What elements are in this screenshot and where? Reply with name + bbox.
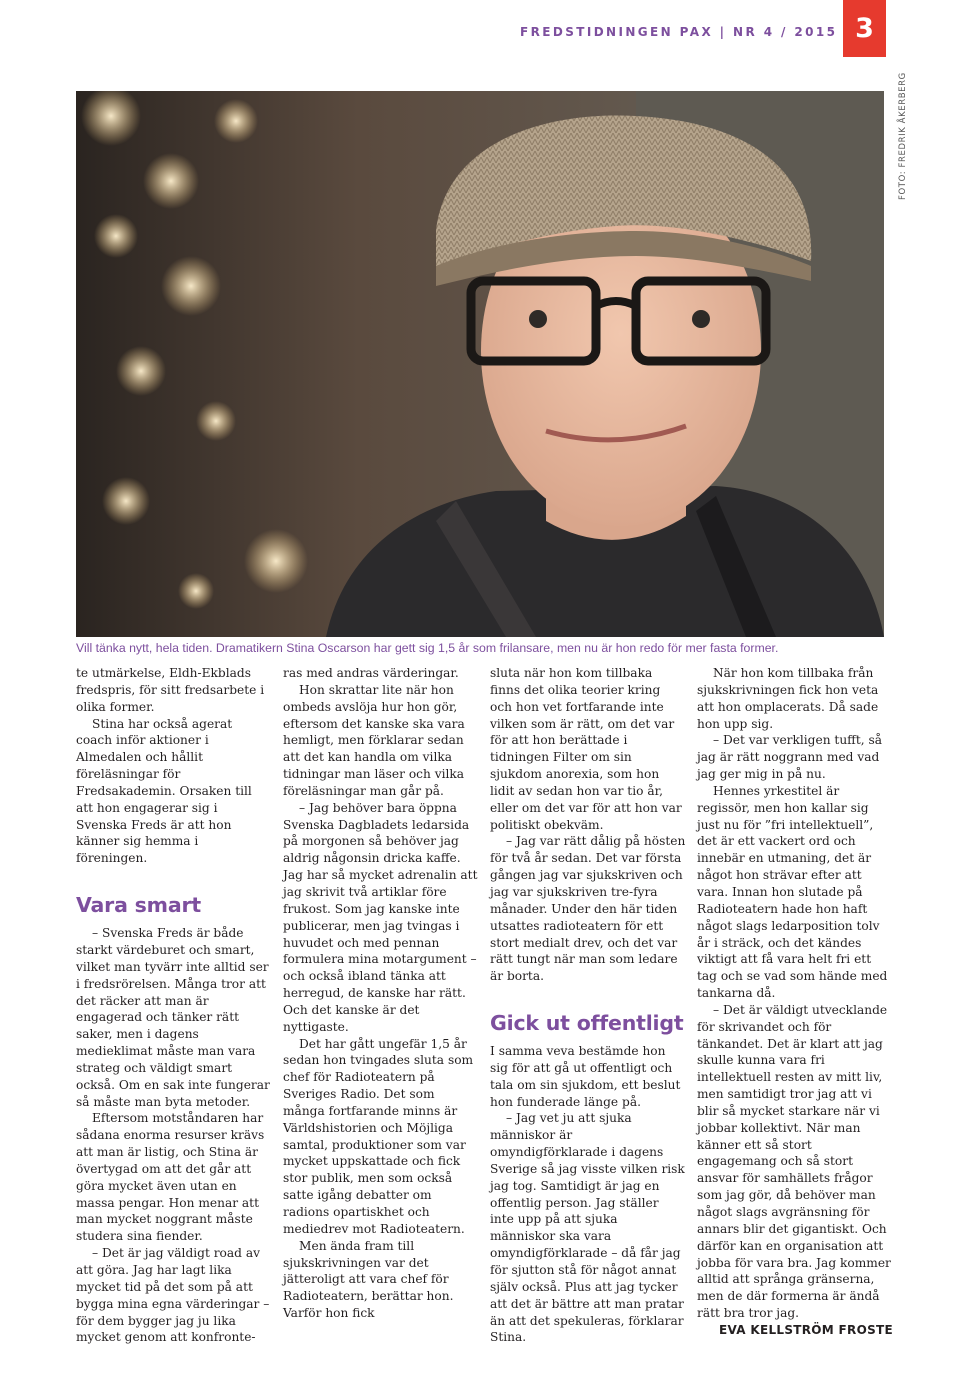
paragraph: Men ända fram till sjukskrivningen var det jätteroligt att vara chef för Radioteatern, berättar hon. Varför hon fick <box>283 1238 454 1321</box>
publication-header: FREDSTIDNINGEN PAX | NR 4 / 2015 <box>520 25 838 39</box>
paragraph: – Jag behöver bara öppna Svenska Dagbladets ledarsida på morgonen så behöver jag aldrig någonsin dricka kaffe. Jag har så mycket adrenalin att jag skrivit två artiklar före frukost. Som jag kanske inte publicerar, men jag tvingas i huvudet och med pennan formulera mina motargument – och också ibland tänka att herregud, de kanske har rätt. Och det kanske är det nyttigaste. <box>283 800 478 1034</box>
page-number: 3 <box>843 0 886 57</box>
paragraph: – Svenska Freds är både starkt värdeburet och smart, vilket man tyvärr inte alltid ser i fredsrörelsen. Många tror att det räcker att man är engagerad och tänker rätt saker, men i dagens medieklimat måste man vara strateg och väldigt smart också. Om en sak inte fungerar så måste man byta metoder. <box>76 926 270 1109</box>
paragraph: – Det var verkligen tufft, så jag är rätt noggrann med vad jag ger mig in på nu. <box>697 733 882 782</box>
subheading-vara-smart: Vara smart <box>76 893 201 918</box>
portrait-illustration <box>76 91 884 637</box>
paragraph: Hennes yrkestitel är regissör, men hon kallar sig just nu för ”fri intellektuell”, det är ett vackert ord och innebär en utmaning, det är något hon strävar efter att vara. Innan hon slutade på Radioteatern hade hon haft något slags ledarposition tolv år i sträck, och det kändes viktigt att få vara helt fri ett tag och se vad som hände med tankarna då. <box>697 783 888 1001</box>
subheading-gick-ut-offentligt: Gick ut offentligt <box>490 1011 684 1036</box>
author-byline: EVA KELLSTRÖM FROSTE <box>719 1322 893 1337</box>
paragraph: Hon skrattar lite när hon ombeds avslöja hur hon gör, eftersom det kanske ska vara hemligt, men förklarar sedan att det kan handla om vilka tidningar man läser och vilka föreläsningar man går på. <box>283 682 465 798</box>
paragraph: – Det är väldigt utvecklande för skrivandet och för tänkandet. Det är klart att jag skulle kunna vara fri intellektuell resten av mitt liv, men samtidigt tror jag att vi blir så mycket starkare när vi jobbar kollektivt. När man känner ett så stort engagemang och så stort ansvar för samhällets frågor som jag gör, då behöver man något slags avgränsning för annars blir det gigantiskt. Och därför kan en organisation att jobba för vara bra. Jag kommer alltid att språnga gränserna, men de där formerna är ändå rätt bra tror jag. <box>697 1002 891 1321</box>
photo-caption: Vill tänka nytt, hela tiden. Dramatikern Stina Oscarson har gett sig 1,5 år som frilansare, men nu är hon redo för mer fasta former. <box>76 641 779 655</box>
article-column-1 <box>76 665 272 1346</box>
photo-credit: FOTO: FREDRIK ÅKERBERG <box>898 72 908 200</box>
paragraph: Stina har också agerat coach inför aktioner i Almedalen och hållit föreläsningar för Fredsakademin. Orsaken till att hon engagerar sig i Svenska Freds är att hon känner sig hemma i föreningen. <box>76 716 252 866</box>
paragraph: – Jag vet ju att sjuka människor är omyndigförklarade i dagens Sverige så jag visste vilken risk jag tog. Samtidigt är jag en offentlig person. Jag ställer inte upp på att sjuka människor ska vara omyndigförklarade – då får jag för sjutton stå för något annat själv också. Plus att jag tycker att det är bättre att man pratar än att det spekuleras, förklarar Stina. <box>490 1111 685 1345</box>
paragraph: sluta när hon kom tillbaka finns det olika teorier kring och hon vet fortfarande inte vilken som är rätt, om det var för att hon berättade i tidningen Filter om sin sjukdom anorexia, som hon lidit av sedan hon var tio år, eller om det var för att hon var politiskt obekväm. <box>490 666 682 832</box>
paragraph: Det har gått ungefär 1,5 år sedan hon tvingades sluta som chef för Radioteatern på Sveriges Radio. Det som många fortfarande minns är Världshistorien och Möjliga samtal, produktioner som var mycket uppskattade och fick stor publik, men som också satte igång debatter om radions opartiskhet och mediedrev mot Radioteatern. <box>283 1036 474 1236</box>
paragraph: I samma veva bestämde hon sig för att gå ut offentligt och tala om sin sjukdom, ett beslut hon funderade länge på. <box>490 1044 681 1109</box>
paragraph: te utmärkelse, Eldh-Ekblads fredspris, för sitt fredsarbete i olika former. <box>76 666 265 714</box>
paragraph: – Jag var rätt dålig på hösten för två år sedan. Det var första gången jag var sjukskriven och jag var sjukskriven tre-fyra månader. Under den här tiden utsattes radioteatern för ett stort medialt drev, och det var rätt tungt när man som ledare är borta. <box>490 834 686 984</box>
paragraph: – Det är jag väldigt road av att göra. Jag har lagt lika mycket tid på det som på att bygga mina egna värderingar – för dem bygger jag ju lika mycket genom att konfronte- <box>76 1246 270 1345</box>
article-column-3 <box>490 665 686 1346</box>
portrait-photo <box>76 91 884 637</box>
article-column-4 <box>697 665 893 1339</box>
paragraph: När hon kom tillbaka från sjukskrivningen fick hon veta att hon omplacerats. Då sade hon upp sig. <box>697 666 879 731</box>
article-column-2 <box>283 665 479 1322</box>
paragraph: ras med andras värderingar. <box>283 666 459 680</box>
paragraph: Eftersom motståndaren har sådana enorma resurser krävs att man är listig, och Stina är övertygad om att det går att göra mycket även utan en massa pengar. Hon menar att man mycket noggrant måste studera sina fiender. <box>76 1111 265 1244</box>
